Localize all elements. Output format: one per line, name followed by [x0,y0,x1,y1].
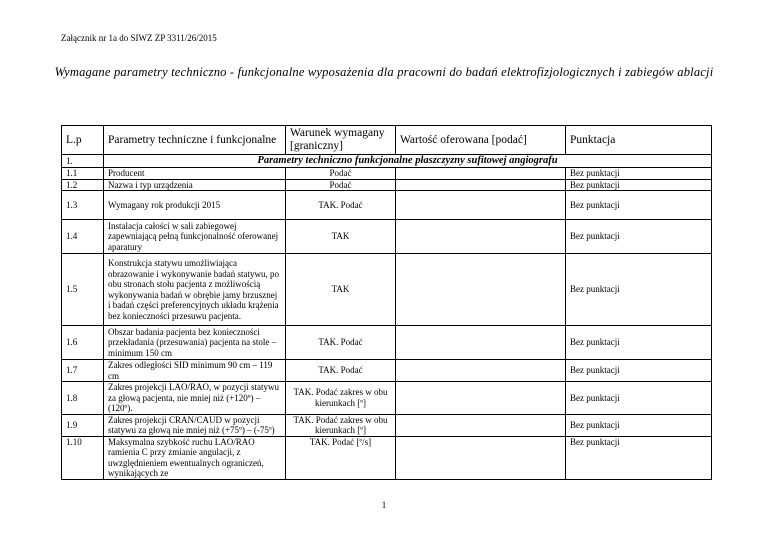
row-parameter: Konstrukcja statywu umożliwiająca obrazowanie i wykonywanie badań statywu, po obu stronach stołu pacjenta z możliwością wykonywania badań w obrębie jamy brzusznej i badań części preferencyjnych układu krążenia bez konieczności przesuwu pacjenta. [104,254,286,326]
row-scoring: Bez punktacji [566,360,712,382]
row-number: 1.1 [62,168,104,180]
row-number: 1.8 [62,382,104,415]
table-row [62,382,712,415]
row-offered[interactable] [396,326,566,360]
row-parameter: Obszar badania pacjenta bez konieczności przekładania (przesuwania) pacjenta na stole – minimum 150 cm [104,326,286,360]
row-offered[interactable] [396,414,566,436]
row-scoring: Bez punktacji [566,436,712,479]
spec-table [61,125,712,480]
row-parameter: Wymagany rok produkcji 2015 [104,191,286,220]
row-parameter: Zakres projekcji LAO/RAO, w pozycji statywu za głową pacjenta, nie mniej niż (+120º) – (120º). [104,382,286,415]
table-row [62,254,712,326]
row-condition: TAK. Podać [286,360,396,382]
table-row [62,436,712,479]
row-number: 1.2 [62,179,104,191]
row-number: 1.5 [62,254,104,326]
header-lp: L.p [62,126,104,155]
row-number: 1.3 [62,191,104,220]
table-row [62,179,712,191]
row-condition: Podać [286,179,396,191]
row-scoring: Bez punktacji [566,168,712,180]
row-number: 1.10 [62,436,104,479]
header-params: Parametry techniczne i funkcjonalne [104,126,286,155]
row-condition: TAK. Podać [286,326,396,360]
row-scoring: Bez punktacji [566,191,712,220]
table-row [62,220,712,254]
row-offered[interactable] [396,179,566,191]
row-parameter: Maksymalna szybkość ruchu LAO/RAO ramienia C przy zmianie angulacji, z uwzględnieniem ewentualnych ograniczeń, wynikających ze [104,436,286,479]
row-parameter: Zakres projekcji CRAN/CAUD w pozycji statywu za głową nie mniej niż (+75º) – (-75º) [104,414,286,436]
row-offered[interactable] [396,382,566,415]
table-row [62,191,712,220]
table-header-row [62,126,712,155]
document-title: Wymagane parametry techniczno - funkcjonalne wyposażenia dla pracowni do badań elektrofizjologicznych i zabiegów ablacji [54,65,714,79]
row-number: 1.4 [62,220,104,254]
row-parameter: Instalacja całości w sali zabiegowej zapewniającą pełną funkcjonalność oferowanej aparatury [104,220,286,254]
row-condition: TAK [286,220,396,254]
row-number: 1.6 [62,326,104,360]
row-scoring: Bez punktacji [566,179,712,191]
row-scoring: Bez punktacji [566,254,712,326]
row-parameter: Producent [104,168,286,180]
row-scoring: Bez punktacji [566,220,712,254]
row-condition: TAK. Podać [º/s] [286,436,396,479]
row-condition: TAK [286,254,396,326]
table-row [62,168,712,180]
annex-header: Załącznik nr 1a do SIWZ ZP 3311/26/2015 [61,33,217,43]
row-offered[interactable] [396,254,566,326]
table-row [62,360,712,382]
row-condition: Podać [286,168,396,180]
section-title: Parametry techniczno funkcjonalne płaszczyzny sufitowej angiografu [104,155,712,168]
row-condition: TAK. Podać zakres w obu kierunkach [º] [286,414,396,436]
row-number: 1.7 [62,360,104,382]
row-scoring: Bez punktacji [566,382,712,415]
row-offered[interactable] [396,168,566,180]
row-condition: TAK. Podać zakres w obu kierunkach [º] [286,382,396,415]
row-condition: TAK. Podać [286,191,396,220]
header-offered: Wartość oferowana [podać] [396,126,566,155]
section-row [62,155,712,168]
row-offered[interactable] [396,191,566,220]
row-parameter: Nazwa i typ urządzenia [104,179,286,191]
row-offered[interactable] [396,360,566,382]
header-scoring: Punktacja [566,126,712,155]
row-parameter: Zakres odległości SID minimum 90 cm – 119 cm [104,360,286,382]
table-row [62,414,712,436]
row-scoring: Bez punktacji [566,326,712,360]
row-offered[interactable] [396,436,566,479]
row-number: 1.9 [62,414,104,436]
table-row [62,326,712,360]
row-scoring: Bez punktacji [566,414,712,436]
row-offered[interactable] [396,220,566,254]
section-number: 1. [62,155,104,168]
header-condition: Warunek wymagany [graniczny] [286,126,396,155]
page-number: 1 [381,500,387,510]
